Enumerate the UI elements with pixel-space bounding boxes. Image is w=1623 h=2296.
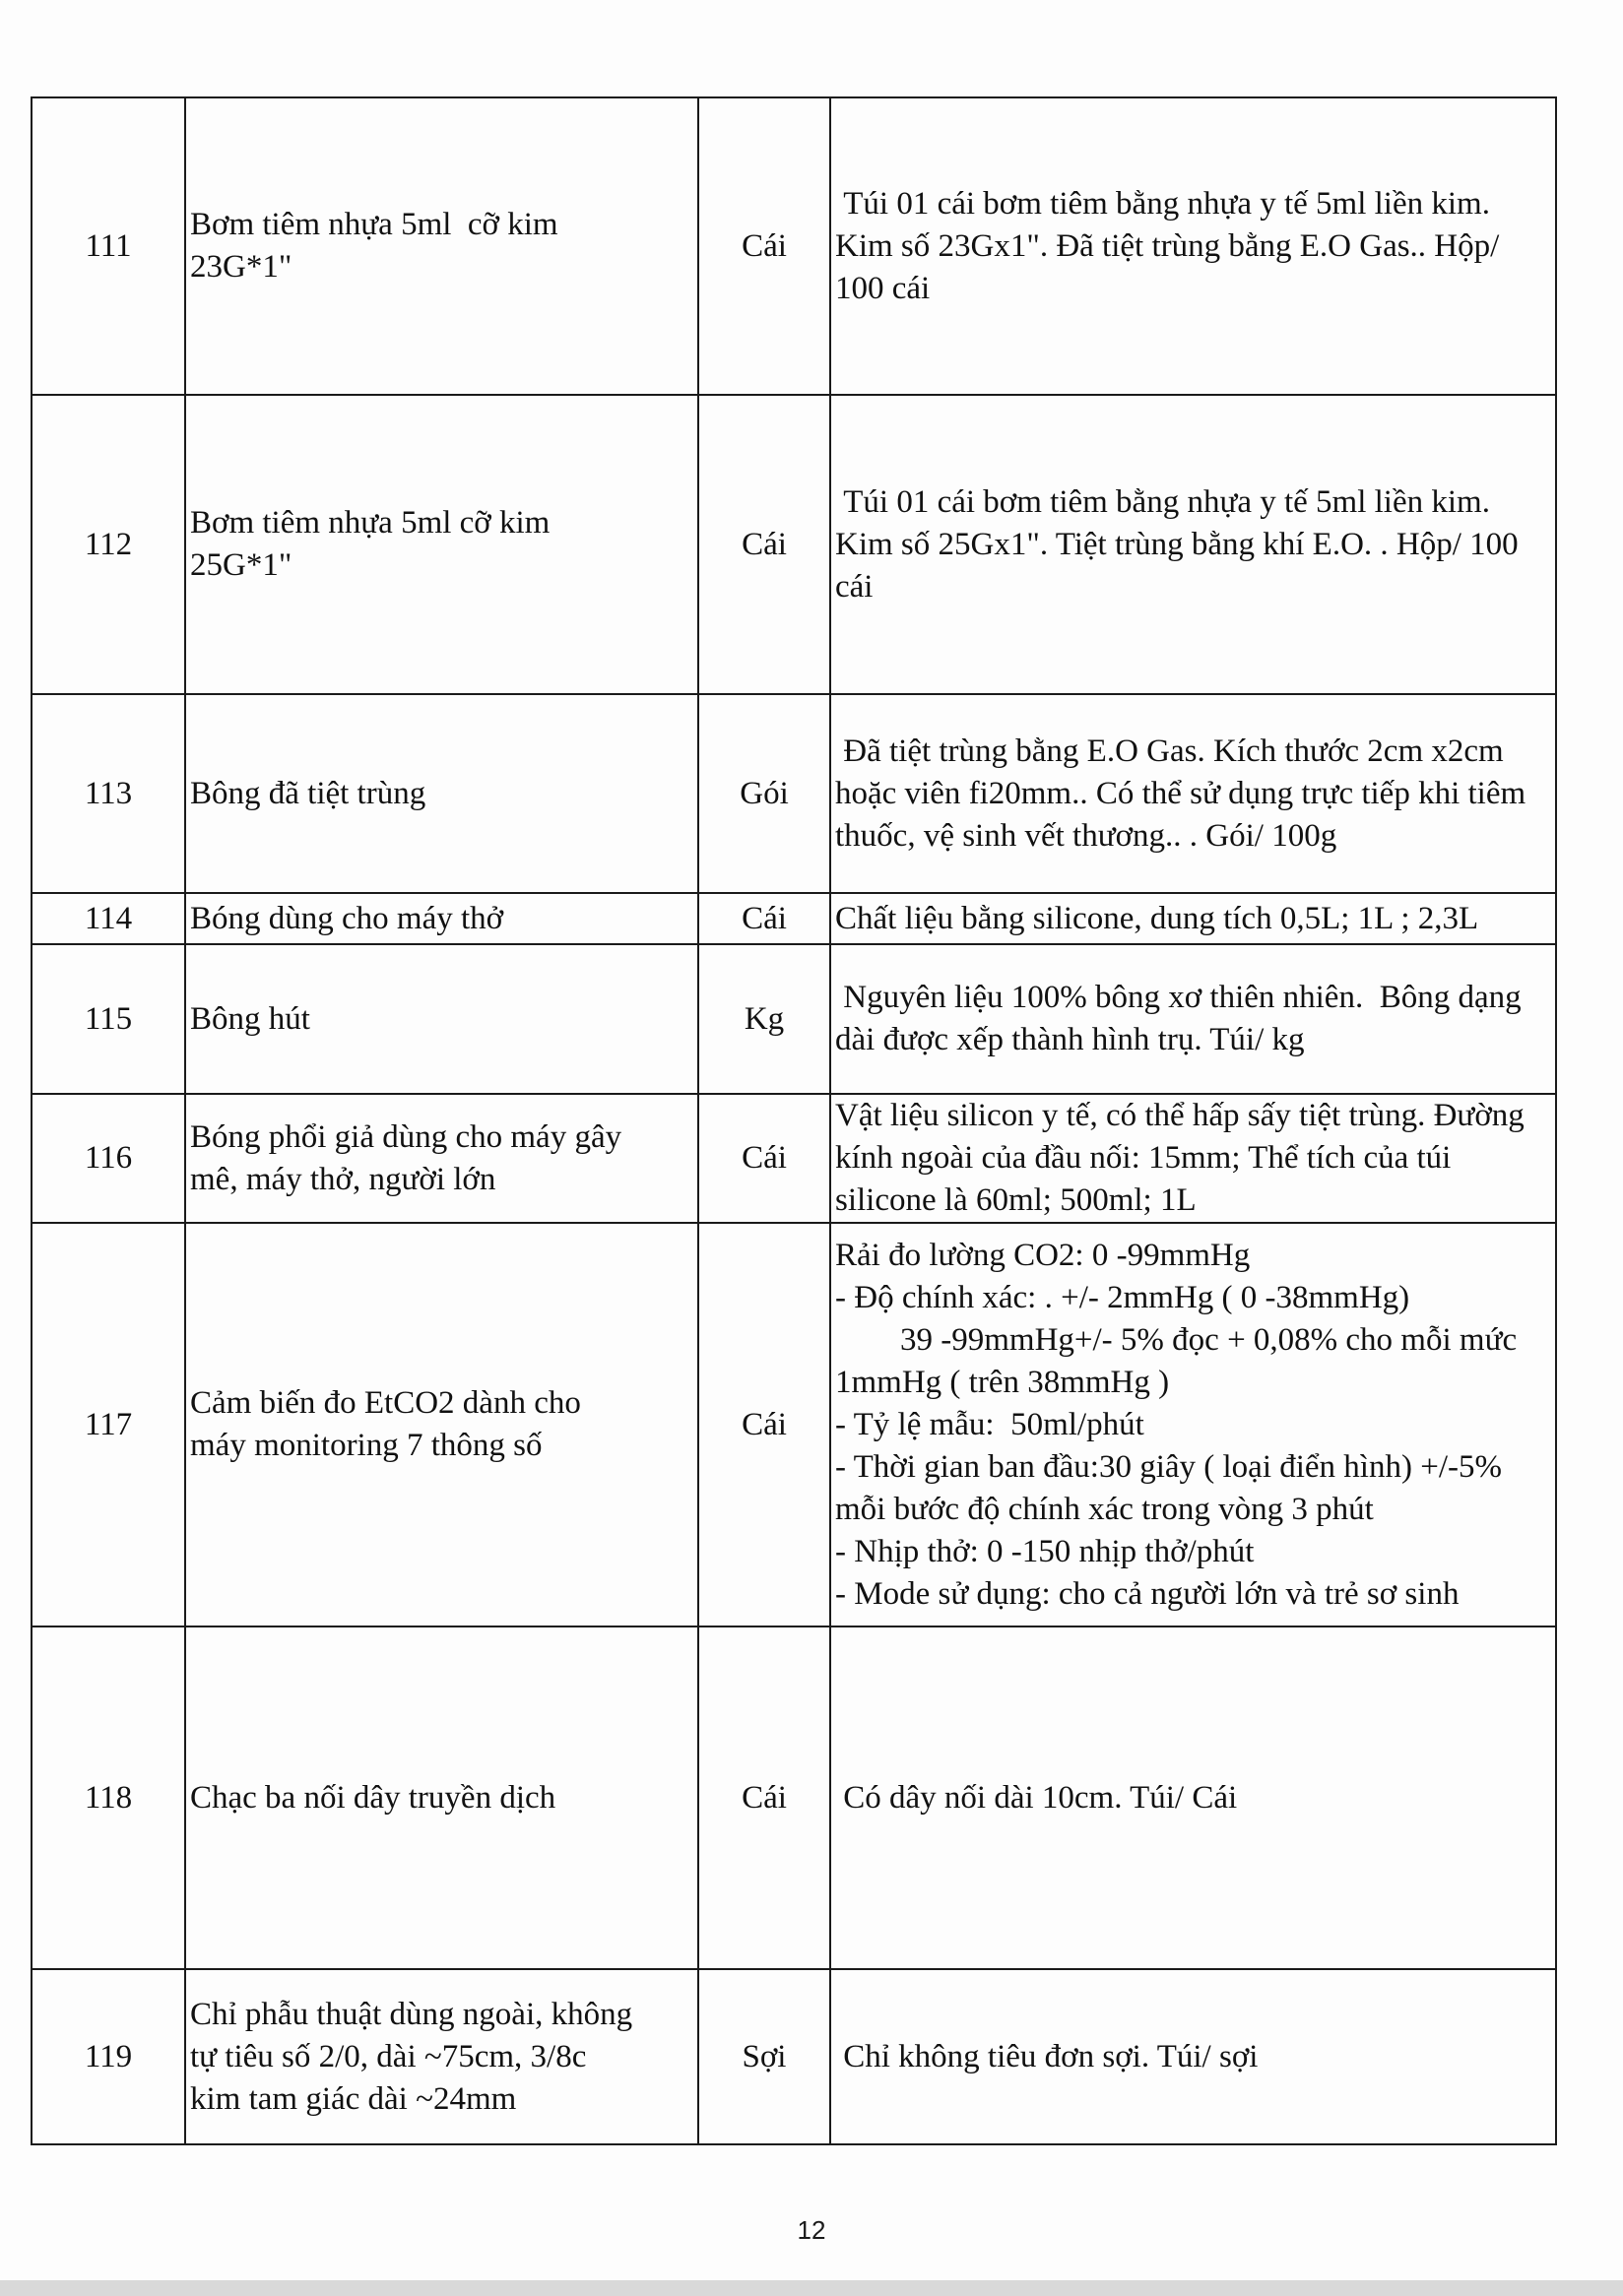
item-unit: Kg	[744, 1000, 785, 1037]
item-name-cell	[185, 893, 698, 944]
item-unit: Cái	[742, 227, 787, 264]
item-spec-line: Kim số 25Gx1". Tiệt trùng bằng khí E.O. . Hộp/ 100	[835, 526, 1519, 562]
supply-table	[31, 96, 1557, 2145]
item-spec-line: kính ngoài của đầu nối: 15mm; Thể tích của túi	[835, 1140, 1452, 1176]
item-number: 114	[84, 900, 133, 936]
item-number-cell	[32, 893, 185, 944]
item-unit-cell	[698, 1223, 830, 1626]
item-spec-line: silicone là 60ml; 500ml; 1L	[835, 1182, 1197, 1218]
item-name-cell	[185, 944, 698, 1094]
item-spec-cell	[830, 97, 1556, 395]
item-number: 112	[84, 526, 133, 562]
item-name-cell	[185, 1223, 698, 1626]
item-spec-line: - Độ chính xác: . +/- 2mmHg ( 0 -38mmHg)	[835, 1279, 1410, 1315]
item-spec-cell	[830, 694, 1556, 893]
item-name-line: tự tiêu số 2/0, dài ~75cm, 3/8c	[190, 2038, 587, 2074]
item-spec-line: 39 -99mmHg+/- 5% đọc + 0,08% cho mỗi mức	[835, 1321, 1518, 1358]
item-spec-cell	[830, 1969, 1556, 2144]
item-number-cell	[32, 1626, 185, 1969]
item-unit: Gói	[740, 775, 789, 811]
item-name-line: Bông hút	[190, 1000, 310, 1037]
item-number: 111	[85, 227, 132, 264]
item-name-line: Chạc ba nối dây truyền dịch	[190, 1779, 556, 1816]
item-name-line: Bóng phổi giả dùng cho máy gây	[190, 1118, 622, 1155]
table-row	[32, 1969, 1556, 2144]
item-spec-line: Đã tiệt trùng bằng E.O Gas. Kích thước 2cm x2cm	[835, 733, 1504, 769]
item-spec-line: Rải đo lường CO2: 0 -99mmHg	[835, 1237, 1251, 1273]
item-spec-line: 100 cái	[835, 270, 931, 306]
item-spec-line: Kim số 23Gx1". Đã tiệt trùng bằng E.O Gas.. Hộp/	[835, 227, 1500, 264]
item-unit: Sợi	[742, 2038, 787, 2074]
item-spec-line: hoặc viên fi20mm.. Có thể sử dụng trực tiếp khi tiêm	[835, 775, 1526, 811]
item-unit-cell	[698, 944, 830, 1094]
page-number: 12	[797, 2215, 826, 2245]
item-name-line: 23G*1"	[190, 249, 292, 285]
item-spec-cell	[830, 1626, 1556, 1969]
table-row	[32, 395, 1556, 694]
item-spec-line: - Mode sử dụng: cho cả người lớn và trẻ sơ sinh	[835, 1575, 1460, 1612]
item-number: 117	[84, 1406, 133, 1442]
item-spec-line: Chỉ không tiêu đơn sợi. Túi/ sợi	[835, 2038, 1259, 2074]
item-unit-cell	[698, 1094, 830, 1223]
item-unit: Cái	[742, 1140, 787, 1176]
item-number-cell	[32, 1969, 185, 2144]
item-number-cell	[32, 1094, 185, 1223]
supply-table-body	[32, 97, 1556, 2144]
item-name-line: 25G*1"	[190, 547, 292, 583]
item-spec-line: dài được xếp thành hình trụ. Túi/ kg	[835, 1022, 1305, 1057]
item-number-cell	[32, 97, 185, 395]
item-name-line: Bóng dùng cho máy thở	[190, 900, 504, 936]
item-spec-line: - Tỷ lệ mẫu: 50ml/phút	[835, 1406, 1144, 1442]
item-number: 116	[84, 1140, 133, 1176]
item-unit-cell	[698, 395, 830, 694]
item-name-line: mê, máy thở, người lớn	[190, 1161, 496, 1197]
item-number: 119	[84, 2038, 133, 2074]
item-name-line: Cảm biến đo EtCO2 dành cho	[190, 1385, 581, 1421]
item-spec-line: Túi 01 cái bơm tiêm bằng nhựa y tế 5ml liền kim.	[835, 185, 1490, 222]
item-unit: Cái	[742, 1406, 787, 1442]
item-spec-line: - Nhịp thở: 0 -150 nhịp thở/phút	[835, 1533, 1255, 1569]
item-spec-cell	[830, 893, 1556, 944]
item-spec-line: Chất liệu bằng silicone, dung tích 0,5L; 1L ; 2,3L	[835, 900, 1479, 936]
item-name-line: Bơm tiêm nhựa 5ml cỡ kim	[190, 505, 551, 541]
item-number: 118	[84, 1779, 133, 1816]
item-name-line: Bông đã tiệt trùng	[190, 775, 426, 811]
table-row	[32, 1094, 1556, 1223]
item-unit: Cái	[742, 526, 787, 562]
item-name-cell	[185, 1969, 698, 2144]
item-spec-line: 1mmHg ( trên 38mmHg )	[835, 1364, 1170, 1400]
item-name-line: kim tam giác dài ~24mm	[190, 2080, 517, 2117]
item-spec-cell	[830, 1223, 1556, 1626]
item-unit-cell	[698, 1626, 830, 1969]
item-spec-line: Túi 01 cái bơm tiêm bằng nhựa y tế 5ml liền kim.	[835, 483, 1490, 520]
table-row	[32, 694, 1556, 893]
item-name-cell	[185, 694, 698, 893]
item-spec-line: - Thời gian ban đầu:30 giây ( loại điển hình) +/-5%	[835, 1448, 1502, 1485]
item-name-cell	[185, 1094, 698, 1223]
item-spec-line: cái	[835, 568, 874, 605]
item-unit-cell	[698, 1969, 830, 2144]
item-name-line: máy monitoring 7 thông số	[190, 1428, 543, 1463]
item-spec-cell	[830, 944, 1556, 1094]
table-row	[32, 893, 1556, 944]
item-name-line: Chỉ phẫu thuật dùng ngoài, không	[190, 1996, 633, 2032]
table-row	[32, 1626, 1556, 1969]
item-name-line: Bơm tiêm nhựa 5ml cỡ kim	[190, 207, 558, 242]
item-name-cell	[185, 395, 698, 694]
item-number-cell	[32, 1223, 185, 1626]
item-number-cell	[32, 944, 185, 1094]
item-unit-cell	[698, 893, 830, 944]
item-spec-line: mỗi bước độ chính xác trong vòng 3 phút	[835, 1491, 1374, 1527]
item-number-cell	[32, 395, 185, 694]
table-row	[32, 1223, 1556, 1626]
item-unit-cell	[698, 694, 830, 893]
item-spec-line: thuốc, vệ sinh vết thương.. . Gói/ 100g	[835, 817, 1337, 854]
table-row	[32, 944, 1556, 1094]
item-spec-line: Có dây nối dài 10cm. Túi/ Cái	[835, 1779, 1238, 1816]
item-name-cell	[185, 97, 698, 395]
item-unit: Cái	[742, 900, 787, 936]
item-unit: Cái	[742, 1779, 787, 1816]
item-number: 113	[84, 775, 133, 811]
item-spec-cell	[830, 1094, 1556, 1223]
table-row	[32, 97, 1556, 395]
item-spec-line: Nguyên liệu 100% bông xơ thiên nhiên. Bông dạng	[835, 980, 1522, 1015]
item-name-cell	[185, 1626, 698, 1969]
item-unit-cell	[698, 97, 830, 395]
item-number: 115	[84, 1000, 133, 1037]
scan-bottom-edge	[0, 2280, 1623, 2296]
item-spec-line: Vật liệu silicon y tế, có thể hấp sấy tiệt trùng. Đường	[835, 1098, 1525, 1133]
item-spec-cell	[830, 395, 1556, 694]
item-number-cell	[32, 694, 185, 893]
